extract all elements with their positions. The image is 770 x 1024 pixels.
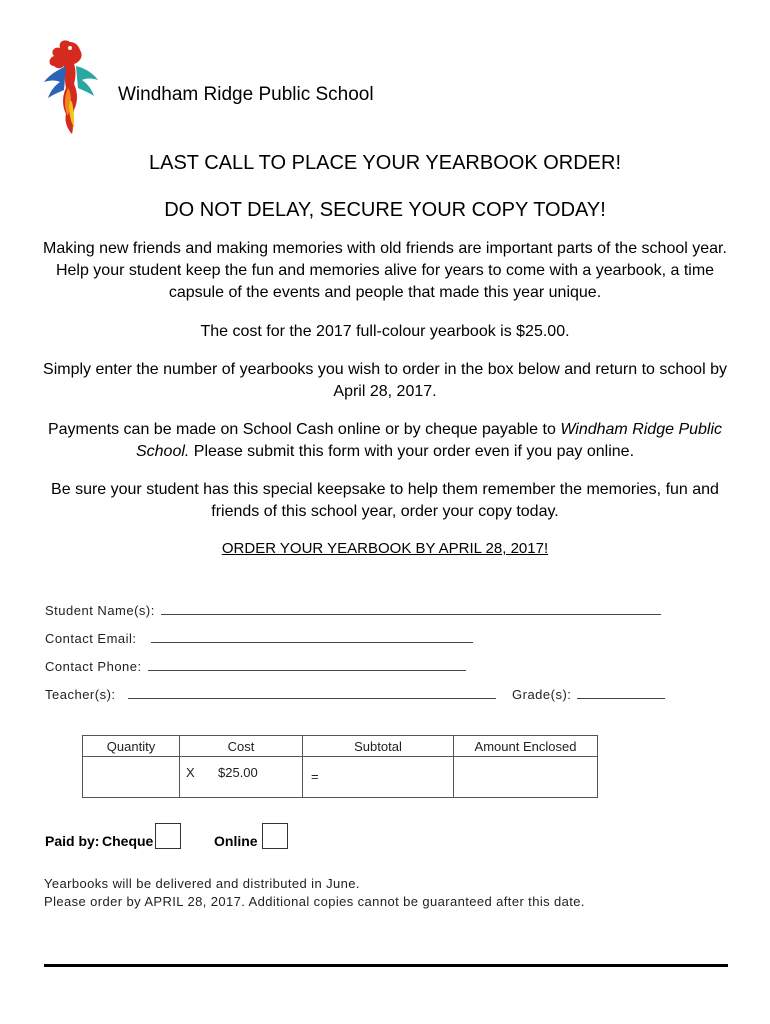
contact-phone-label: Contact Phone: (45, 659, 142, 674)
cheque-checkbox[interactable] (155, 823, 181, 849)
school-name: Windham Ridge Public School (118, 84, 374, 105)
payment-payee: Windham Ridge Public School. (135, 421, 723, 460)
grade-field[interactable] (512, 686, 665, 702)
online-checkbox[interactable] (262, 823, 288, 849)
order-deadline: ORDER YOUR YEARBOOK BY APRIL 28, 2017! (221, 540, 549, 557)
header-cost: Cost (180, 736, 303, 757)
header-subtotal: Subtotal (303, 736, 454, 757)
contact-email-label: Contact Email: (45, 631, 137, 646)
paid-by-label: Paid by: (45, 833, 100, 849)
deadline-note: Please order by APRIL 28, 2017. Additional copies cannot be guaranteed after this date. (44, 894, 585, 909)
cheque-label: Cheque (102, 833, 154, 849)
online-label: Online (214, 833, 258, 849)
student-name-field[interactable] (45, 602, 661, 618)
contact-phone-line[interactable] (148, 658, 466, 671)
headline: LAST CALL TO PLACE YOUR YEARBOOK ORDER! (148, 152, 622, 174)
contact-email-line[interactable] (151, 630, 473, 643)
subtotal-cell[interactable] (303, 757, 454, 798)
equals-sign: = (311, 769, 319, 784)
order-table (82, 735, 598, 798)
instructions-paragraph: Simply enter the number of yearbooks you wish to order in the box below and return to school by April 28, 2017. (43, 361, 727, 400)
cost-cell (180, 757, 303, 798)
phoenix-logo (40, 36, 102, 136)
contact-phone-field[interactable] (45, 658, 466, 674)
grade-line[interactable] (577, 686, 665, 699)
table-row (83, 757, 598, 798)
delivery-note: Yearbooks will be delivered and distributed in June. (44, 876, 360, 891)
header-amount-enclosed: Amount Enclosed (454, 736, 598, 757)
header-quantity: Quantity (83, 736, 180, 757)
table-header-row (83, 736, 598, 757)
payment-suffix: Please submit this form with your order even if you pay online. (193, 443, 635, 460)
subheadline: DO NOT DELAY, SECURE YOUR COPY TODAY! (164, 199, 606, 221)
cost-paragraph: The cost for the 2017 full-colour yearbook is $25.00. (200, 323, 570, 340)
bottom-divider (44, 964, 728, 967)
multiply-sign: X (186, 765, 195, 780)
grade-label: Grade(s): (512, 687, 572, 702)
contact-email-field[interactable] (45, 630, 473, 646)
quantity-input-cell[interactable] (83, 757, 180, 798)
payment-paragraph (40, 419, 730, 463)
payment-prefix: Payments can be made on School Cash online or by cheque payable to (47, 421, 556, 438)
amount-enclosed-cell[interactable] (454, 757, 598, 798)
student-name-line[interactable] (161, 602, 661, 615)
teacher-label: Teacher(s): (45, 687, 116, 702)
intro-paragraph: Making new friends and making memories with old friends are important parts of the school year. Help your student keep the fun and memories alive for years to come with a yearbook, a time capsule of the events and people that made this year unique. (43, 240, 727, 301)
student-name-label: Student Name(s): (45, 603, 155, 618)
unit-cost: $25.00 (218, 765, 258, 780)
teacher-line[interactable] (128, 686, 496, 699)
teacher-field[interactable] (45, 686, 496, 702)
keepsake-paragraph: Be sure your student has this special keepsake to help them remember the memories, fun and friends of this school year, order your copy today. (51, 481, 719, 520)
